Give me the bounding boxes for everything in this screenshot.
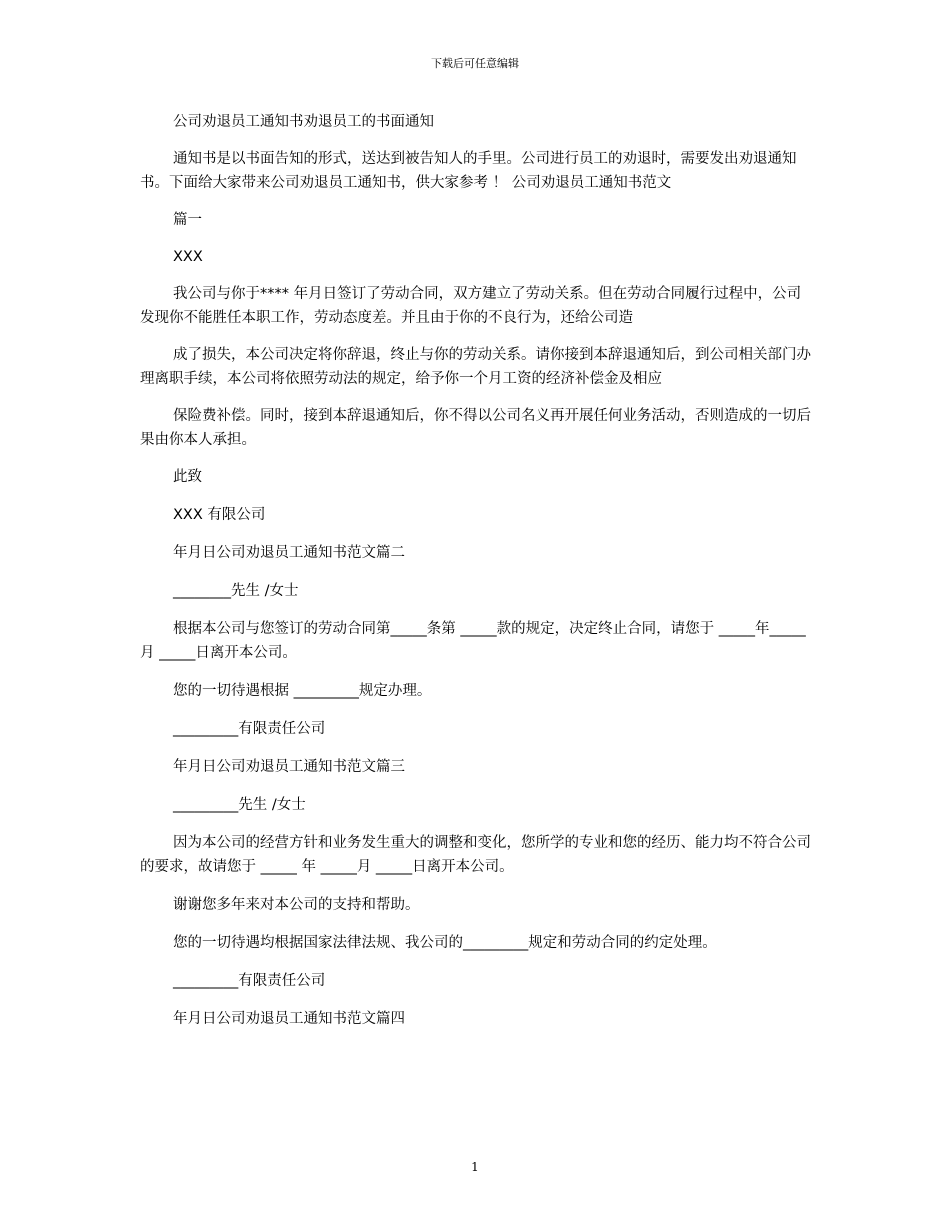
company-signature-3: _________有限责任公司 xyxy=(173,973,326,989)
paragraph-treatment-2: 您的一切待遇根据 _________规定办理。 xyxy=(173,683,432,699)
company-signature-1: XXX 有限公司 xyxy=(173,507,266,523)
section-label-1: 篇一 xyxy=(173,212,202,228)
paragraph-treatment-3: 您的一切待遇均根据国家法律法规、我公司的_________规定和劳动合同的约定处理。 xyxy=(173,935,717,951)
paragraph-contract: 我公司与你于**** 年月日签订了劳动合同，双方建立了劳动关系。但在劳动合同履行过程中，公司发现你不能胜任本职工作，劳动态度差。并且由于你的不良行为，还给公司造 xyxy=(140,286,802,326)
paragraph-compensation: 保险费补偿。同时，接到本辞退通知后，你不得以公司名义再开展任何业务活动，否则造成的一切后果由你本人承担。 xyxy=(140,408,811,448)
page-number: 1 xyxy=(471,1160,479,1174)
document-title: 公司劝退员工通知书劝退员工的书面通知 xyxy=(173,114,434,130)
paragraph-thanks: 谢谢您多年来对本公司的支持和帮助。 xyxy=(173,897,420,913)
section-heading-3: 年月日公司劝退员工通知书范文篇三 xyxy=(173,759,405,775)
salutation: 此致 xyxy=(173,469,202,485)
paragraph-adjustment: 因为本公司的经营方针和业务发生重大的调整和变化，您所学的专业和您的经历、能力均不符合公司的要求，故请您于 _____ 年 _____月 _____日离开本公司。 xyxy=(140,835,811,875)
company-signature-2: _________有限责任公司 xyxy=(173,721,326,737)
section-heading-2: 年月日公司劝退员工通知书范文篇二 xyxy=(173,545,405,561)
section-heading-4: 年月日公司劝退员工通知书范文篇四 xyxy=(173,1011,405,1027)
recipient-line-3: _________先生 /女士 xyxy=(173,797,306,813)
page-header: 下载后可任意编辑 xyxy=(431,57,519,70)
paragraph-contract-end: 根据本公司与您签订的劳动合同第_____条第 _____款的规定，决定终止合同，请您于 _____年_____ 月 _____日离开本公司。 xyxy=(140,621,811,661)
paragraph-termination: 成了损失，本公司决定将你辞退，终止与你的劳动关系。请你接到本辞退通知后，到公司相关部门办理离职手续，本公司将依照劳动法的规定，给予你一个月工资的经济补偿金及相应 xyxy=(140,347,811,387)
document-body xyxy=(140,110,812,1031)
recipient-line-2: ________先生 /女士 xyxy=(173,583,299,599)
paragraph-intro: 通知书是以书面告知的形式，送达到被告知人的手里。公司进行员工的劝退时，需要发出劝退通知书。下面给大家带来公司劝退员工通知书，供大家参考 ！ 公司劝退员工通知书范文 xyxy=(140,151,797,191)
recipient-name: XXX xyxy=(173,249,203,265)
